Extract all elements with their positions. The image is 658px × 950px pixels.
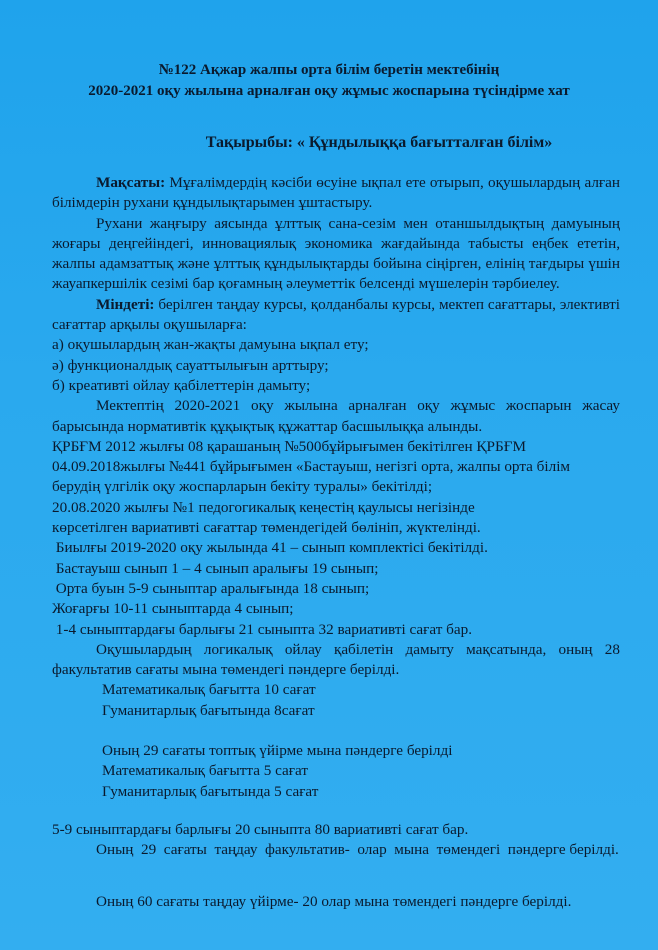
task-text: берілген таңдау курсы, қолданбалы курсы, мектеп сағаттары, элективті сағаттар арқылы оқушыларға:: [52, 295, 620, 334]
fac28-item: Гуманитарлық бағытында 8сағат: [102, 701, 315, 719]
plan-paragraph: Мектептің 2020-2021 оқу жылына арналған оқу жұмыс жоспарын жасау барысында нормативтік құқықтық құжаттар басшылыққа алынды.: [52, 397, 620, 435]
logic-paragraph: Оқушылардың логикалық ойлау қабілетін дамыту мақсатында, оның 28 факультатив сағаты мына төмендегі пәндерге берілді.: [52, 640, 620, 679]
header-line-1: №122 Ақжар жалпы орта білім беретін мектебінің: [158, 62, 500, 78]
task-item: а) оқушылардың жан-жақты дамуына ықпал ету;: [52, 336, 369, 354]
grade59-29-paragraph: Оның 29 сағаты таңдау факультатив- олар мына төмендегі пәндерге берілді.: [96, 841, 619, 859]
orders-line: ҚРБҒМ 2012 жылғы 08 қарашаның №500бұйрығымен бекітілген ҚРБҒМ: [52, 437, 526, 455]
classes-line: Орта буын 5-9 сыныптар аралығында 18 сынып;: [52, 579, 370, 597]
document-body: [52, 173, 620, 802]
grade59-block: [52, 820, 620, 861]
rukhani-paragraph: Рухани жаңғыру аясында ұлттық сана-сезім мен отаншылдықтың дамуының жоғары деңгейіндегі, инновациялық экономика жағдайында табысты еңбек ететін, жалпы адамзаттық және ұлттық құндылықтарды бойына сіңірген, елінің тағдыры үшін жауапкершілік сезімі бар қоғамның әлеуметтік белсенді мүшелерін тәрбиелеу.: [52, 214, 620, 293]
orders-line: 04.09.2018жылғы №441 бұйрығымен «Бастауыш, негізгі орта, жалпы орта білім: [52, 458, 571, 476]
classes-line: Биылғы 2019-2020 оқу жылында 41 – сынып комплектісі бекітілді.: [52, 539, 488, 557]
grade59-60-paragraph: Оның 60 сағаты таңдау үйірме- 20 олар мына төмендегі пәндерге берілді.: [96, 893, 572, 910]
group29-item: Математикалық бағытта 5 сағат: [102, 762, 309, 780]
goal-text: Мұғалімдердің кәсіби өсуіне ықпал ете отырып, оқушылардың алған білімдерін рухани құндылықтарымен ұштастыру.: [52, 174, 620, 212]
grade59-line: 5-9 сыныптардағы барлығы 20 сыныпта 80 вариативті сағат бар.: [52, 821, 469, 838]
document-header: [0, 60, 658, 102]
classes-line: Бастауыш сынып 1 – 4 сынып аралығы 19 сынып;: [52, 559, 379, 577]
grade59-60-block: [52, 892, 620, 912]
task-item: ә) функционалдық сауаттылығын арттыру;: [52, 356, 329, 374]
goal-paragraph: [52, 173, 620, 214]
classes-line: Жоғарғы 10-11 сыныптарда 4 сынып;: [52, 600, 294, 618]
classes-line: 1-4 сыныптардағы барлығы 21 сыныпта 32 вариативті сағат бар.: [52, 620, 473, 638]
task-item: б) креативті ойлау қабілеттерін дамыту;: [52, 376, 311, 394]
group29-item: Гуманитарлық бағытында 5 сағат: [102, 782, 319, 800]
header-line-2: 2020-2021 оқу жылына арналған оқу жұмыс жоспарына түсіндірме хат: [88, 83, 570, 99]
task-label: Міндеті:: [96, 295, 155, 313]
document-topic: Тақырыбы: « Құндылыққа бағытталған білім»: [205, 134, 553, 151]
orders-line: берудің үлгілік оқу жоспарларын бекіту туралы» бекітілді;: [52, 478, 433, 496]
fac28-item: Математикалық бағытта 10 сағат: [102, 681, 316, 699]
orders-line: 20.08.2020 жылғы №1 педогогикалық кеңестің қаулысы негізінде: [52, 498, 475, 516]
goal-label: Мақсаты:: [96, 174, 166, 191]
group29-intro: Оның 29 сағаты топтық үйірме мына пәндерге берілді: [102, 742, 453, 760]
spacer: [52, 721, 620, 741]
task-paragraph: [52, 295, 620, 336]
orders-line: көрсетілген вариативті сағаттар төмендегідей бөлініп, жүктелінді.: [52, 519, 481, 537]
